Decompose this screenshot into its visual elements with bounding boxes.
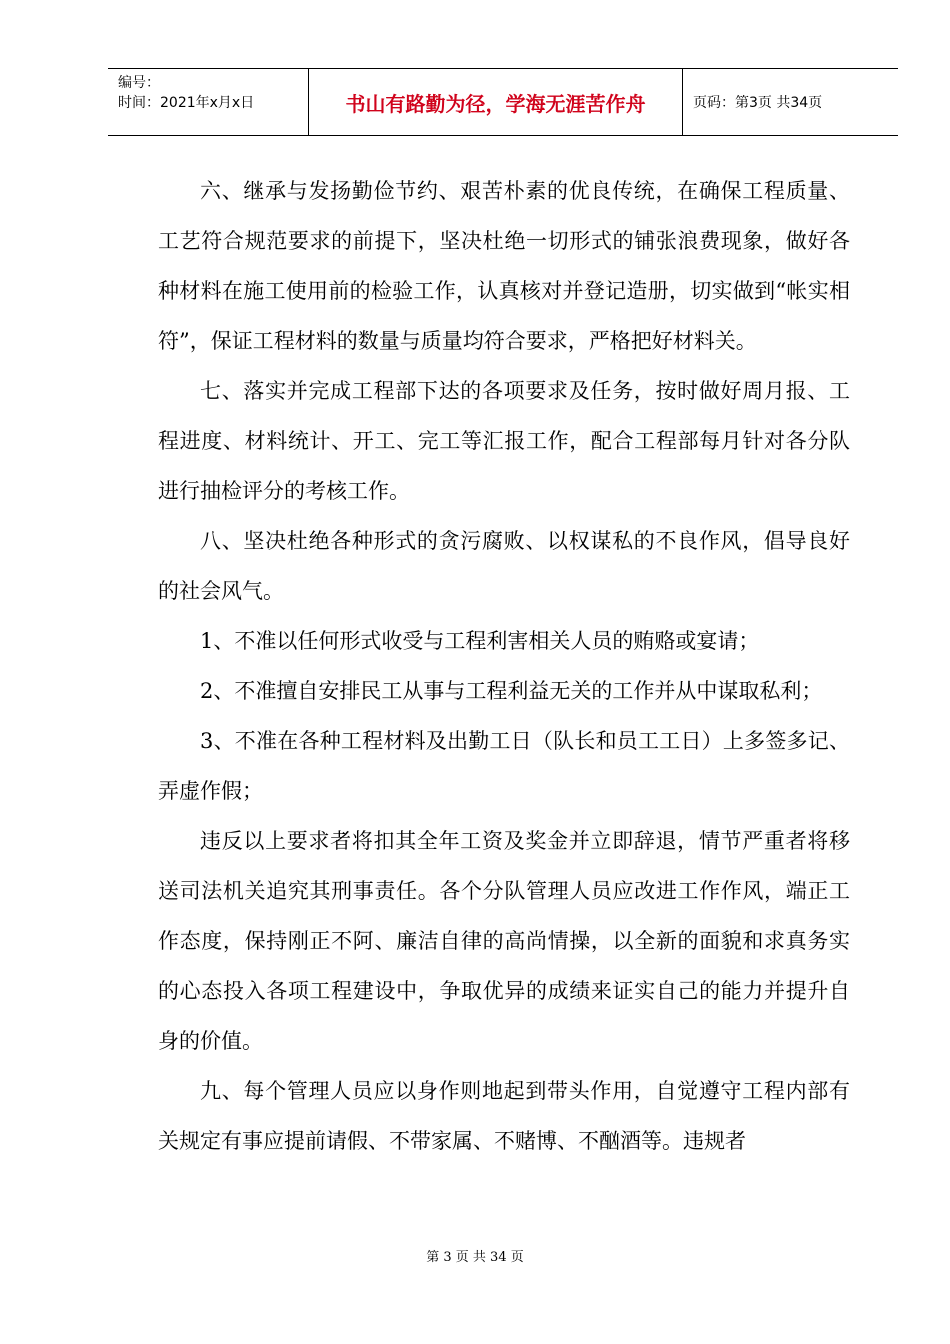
document-body (158, 166, 850, 1166)
header-motto: 书山有路勤为径，学海无涯苦作舟 (309, 69, 683, 135)
paragraph-9: 九、每个管理人员应以身作则地起到带头作用，自觉遵守工程内部有关规定有事应提前请假、不带家属、不赌博、不酗酒等。违规者 (158, 1079, 850, 1153)
paragraph-6: 六、继承与发扬勤俭节约、艰苦朴素的优良传统，在确保工程质量、工艺符合规范要求的前提下，坚决杜绝一切形式的铺张浪费现象，做好各种材料在施工使用前的检验工作，认真核对并登记造册，切实做到“帐实相符”，保证工程材料的数量与质量均符合要求，严格把好材料关。 (158, 179, 850, 353)
page-footer: 第 3 页 共 34 页 (426, 1250, 524, 1265)
rule-item-3: 3、不准在各种工程材料及出勤工日（队长和员工工日）上多签多记、弄虚作假； (158, 729, 850, 803)
paragraph-7: 七、落实并完成工程部下达的各项要求及任务，按时做好周月报、工程进度、材料统计、开工、完工等汇报工作，配合工程部每月针对各分队进行抽检评分的考核工作。 (158, 379, 850, 503)
header-page-info: 页码：第3页 共34页 (693, 95, 823, 111)
rule-item-1: 1、不准以任何形式收受与工程利害相关人员的贿赂或宴请； (200, 629, 760, 653)
rule-item-2: 2、不准擅自安排民工从事与工程利益无关的工作并从中谋取私利； (200, 679, 823, 703)
header-meta (108, 69, 309, 135)
page-header (108, 68, 898, 136)
paragraph-8: 八、坚决杜绝各种形式的贪污腐败、以权谋私的不良作风，倡导良好的社会风气。 (158, 529, 850, 603)
document-number-label: 编号： (118, 75, 160, 91)
penalty-paragraph: 违反以上要求者将扣其全年工资及奖金并立即辞退，情节严重者将移送司法机关追究其刑事责任。各个分队管理人员应改进工作作风，端正工作态度，保持刚正不阿、廉洁自律的高尚情操，以全新的面貌和求真务实的心态投入各项工程建设中，争取优异的成绩来证实自己的能力并提升自身的价值。 (158, 829, 850, 1053)
document-date: 时间：2021年x月x日 (118, 95, 255, 111)
